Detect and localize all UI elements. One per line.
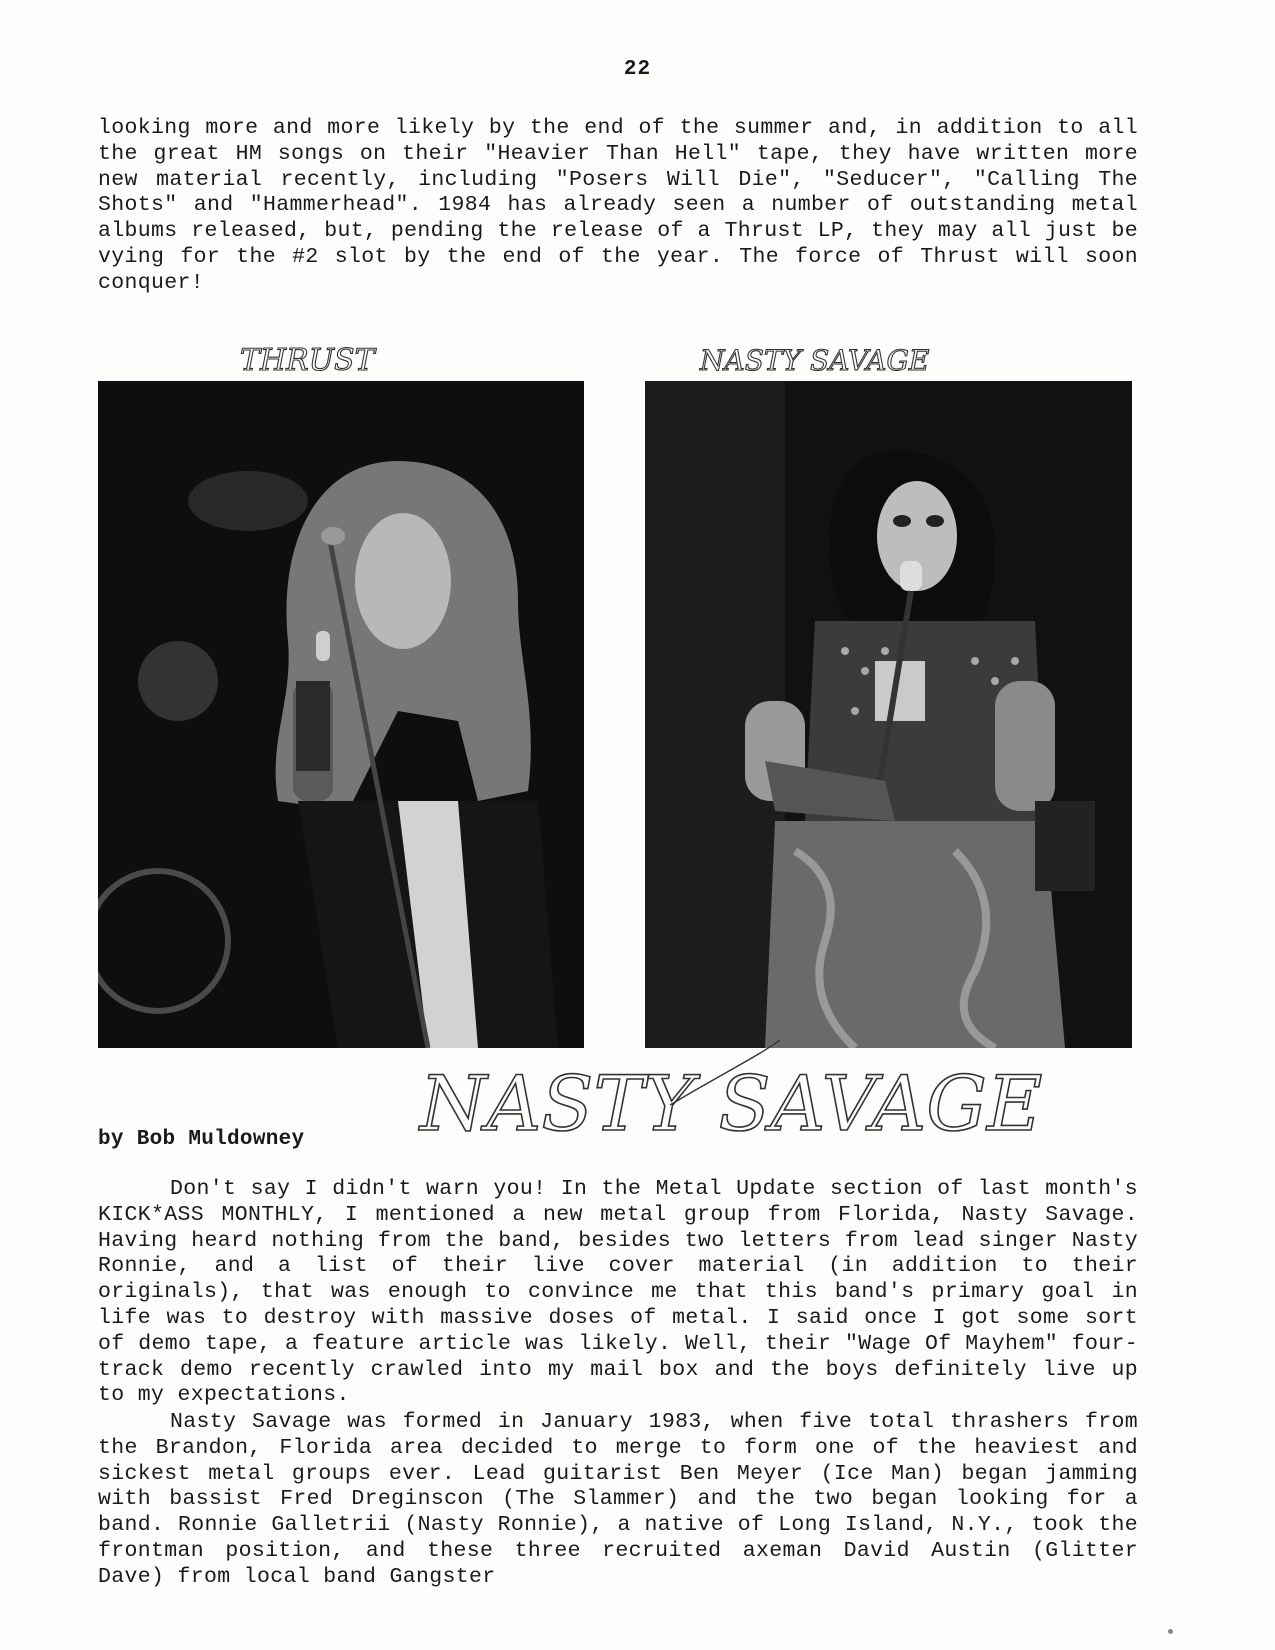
article-byline: by Bob Muldowney (98, 1128, 305, 1151)
intro-paragraph: looking more and more likely by the end of the summer and, in addition to all the great HM songs on their "Heavier Than Hell" tape, they have written more new material recently, including "Posers Will Die", "Seducer", "Calling The Shots" and "Hammerhead". 1984 has already seen a number of outstanding metal albums released, but, pending the release of a Thrust LP, they may all just be vying for the #2 slot by the end of the year. The force of Thrust will soon conquer! (98, 116, 1138, 295)
article-paragraph-1: Don't say I didn't warn you! In the Metal Update section of last month's KICK*ASS MONTHLY, I mentioned a new metal group from Florida, Nasty Savage. Having heard nothing from the band, besides two letters from lead singer Nasty Ronnie, and a list of their live cover material (in addition to their originals), that was enough to convince me that this band's primary goal in life was to destroy with massive doses of metal. I said once I got some sort of demo tape, a feature article was likely. Well, their "Wage Of Mayhem" four-track demo recently crawled into my mail box and the boys definitely live up to my expectations. (98, 1177, 1138, 1408)
page-number: 22 (623, 58, 652, 81)
svg-text:NASTY SAVAGE: NASTY SAVAGE (420, 1059, 1043, 1148)
nasty-savage-concert-photo (645, 381, 1132, 1048)
thrust-handwritten-label (240, 340, 375, 380)
nasty-savage-handwritten-label (700, 340, 940, 380)
article-paragraph-2: Nasty Savage was formed in January 1983, when five total thrashers from the Brandon, Florida area decided to merge to form one of the heaviest and sickest metal groups ever. Lead guitarist Ben Meyer (Ice Man) began jamming with bassist Fred Dreginscon (The Slammer) and the two began looking for a band. Ronnie Galletrii (Nasty Ronnie), a native of Long Island, N.Y., took the frontman position, and these three recruited axeman David Austin (Glitter Dave) from local band Gangster (98, 1410, 1138, 1589)
thrust-concert-photo (98, 381, 584, 1048)
stray-ink-mark (1168, 1629, 1173, 1634)
svg-text:THRUST: THRUST (240, 343, 375, 378)
nasty-savage-signature (420, 1035, 1043, 1155)
svg-text:NASTY SAVAGE: NASTY SAVAGE (700, 344, 930, 377)
